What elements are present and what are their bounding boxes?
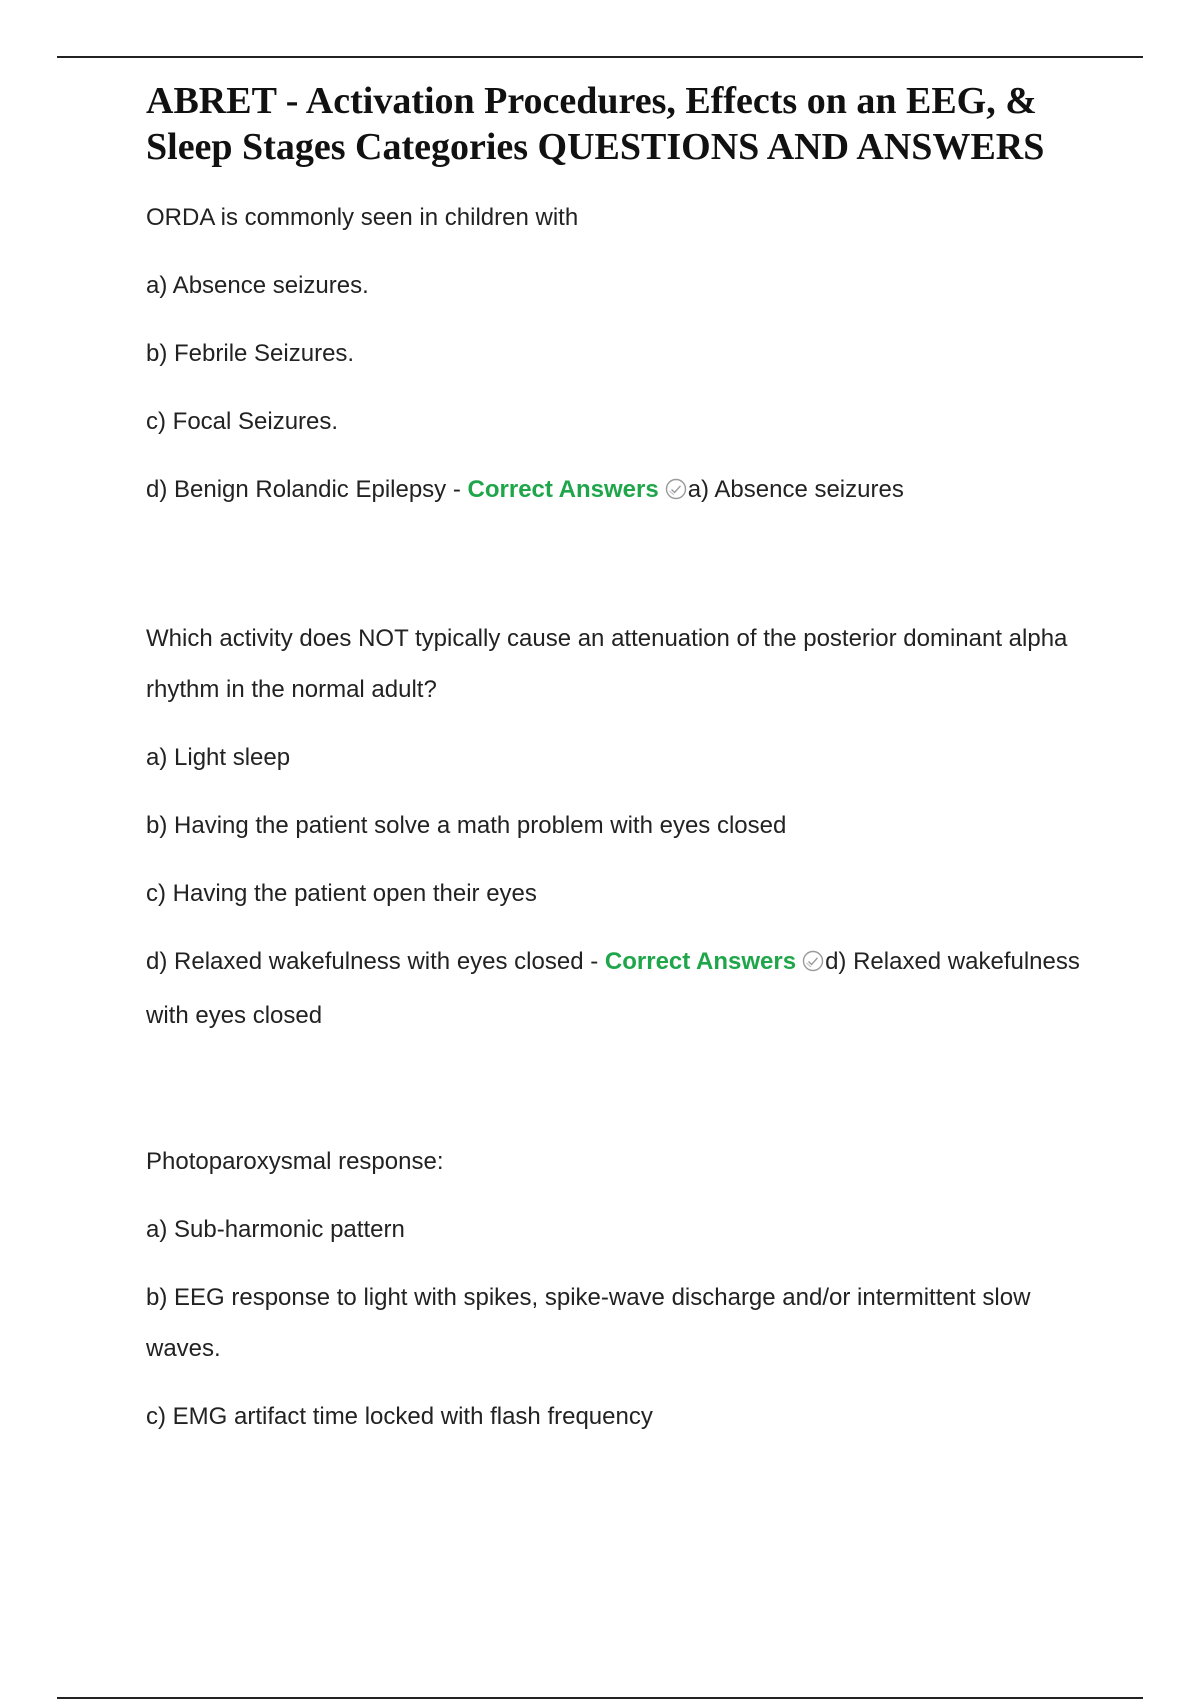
question-block-1 [146, 192, 1086, 518]
option-b: b) Febrile Seizures. [146, 340, 355, 367]
option-d-with-answer [146, 464, 1086, 518]
top-rule [57, 56, 1143, 58]
answer-text: a) Absence seizures [687, 476, 904, 503]
option-a: a) Absence seizures. [146, 272, 369, 299]
option-b: b) EEG response to light with spikes, spike-wave discharge and/or intermittent slow waves. [146, 1284, 1031, 1362]
answer-text: d) Relaxed wakefulness with eyes closed [146, 948, 1080, 1029]
option-d: d) Relaxed wakefulness with eyes closed - [146, 948, 605, 975]
option-b: b) Having the patient solve a math problem with eyes closed [146, 812, 787, 839]
bottom-rule [57, 1697, 1143, 1699]
option-d-with-answer [146, 936, 1086, 1041]
option-c: c) EMG artifact time locked with flash frequency [146, 1403, 653, 1430]
option-c: c) Focal Seizures. [146, 408, 339, 435]
option-d: d) Benign Rolandic Epilepsy - [146, 476, 468, 503]
option-a: a) Sub-harmonic pattern [146, 1216, 405, 1243]
question-block-2 [146, 613, 1086, 1041]
correct-answers-label: Correct Answers [467, 476, 659, 503]
option-c: c) Having the patient open their eyes [146, 880, 537, 907]
correct-answers-label: Correct Answers [604, 948, 797, 975]
check-circle-icon [802, 939, 824, 990]
check-circle-icon [665, 467, 687, 518]
option-a: a) Light sleep [146, 744, 291, 771]
question-block-3 [146, 1136, 1086, 1442]
question-text: Which activity does NOT typically cause an attenuation of the posterior dominant alpha rhythm in the normal adult? [146, 625, 1068, 703]
document-body [146, 70, 1086, 1459]
question-text: Photoparoxysmal response: [146, 1148, 444, 1175]
document-title: ABRET - Activation Procedures, Effects on an EEG, & Sleep Stages Categories QUESTIONS AND ANSWERS [146, 80, 1045, 168]
question-text: ORDA is commonly seen in children with [146, 204, 579, 231]
